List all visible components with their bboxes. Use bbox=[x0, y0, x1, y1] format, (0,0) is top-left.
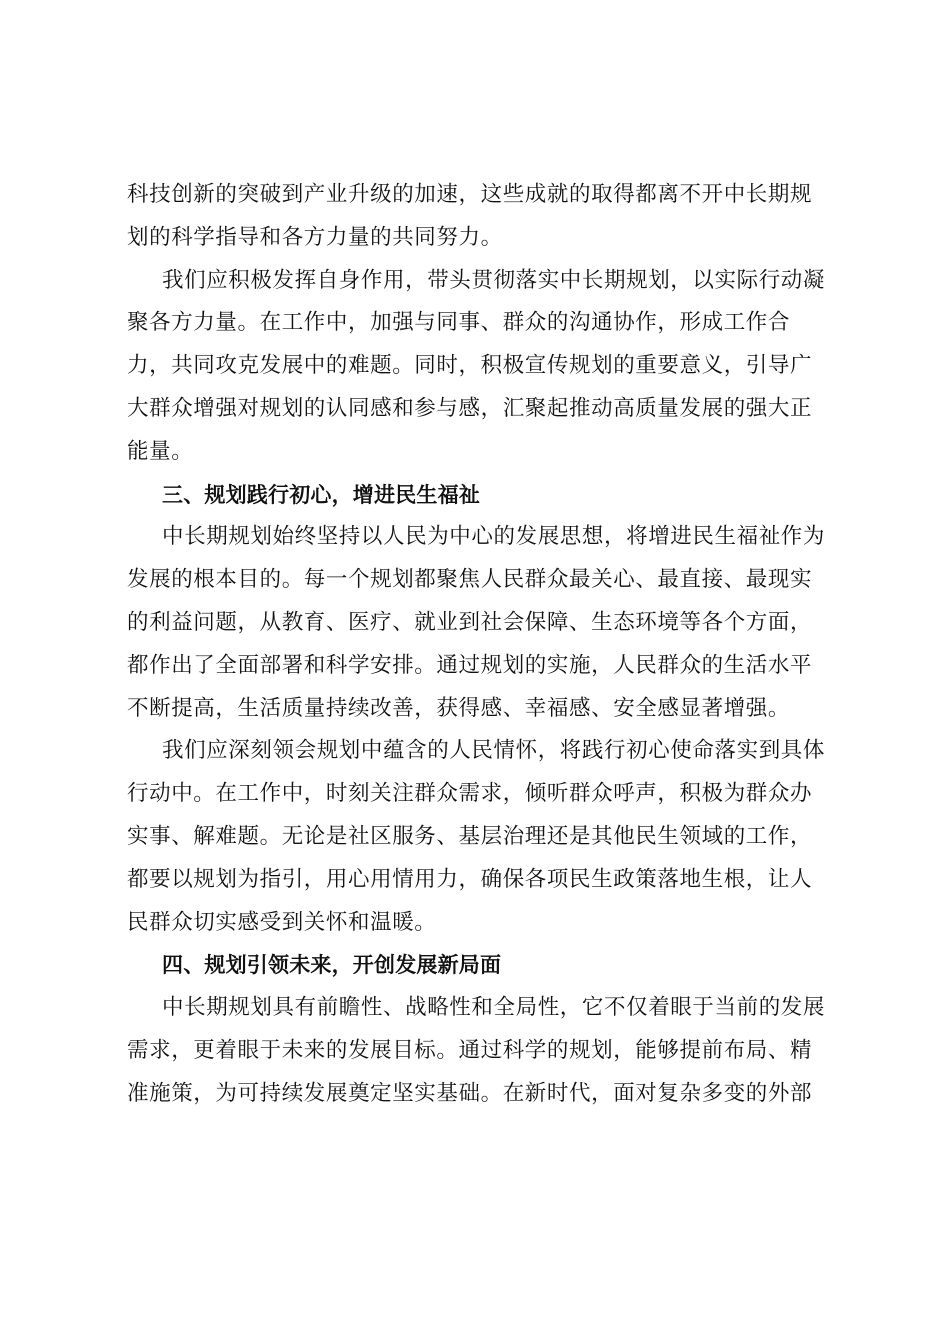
text-line: 划的科学指导和各方力量的共同努力。 bbox=[127, 224, 503, 250]
text-line: 我们应积极发挥自身作用，带头贯彻落实中长期规划，以实际行动凝 bbox=[162, 267, 826, 293]
text-line: 需求，更着眼于未来的发展目标。通过科学的规划，能够提前布局、精 bbox=[127, 1037, 813, 1063]
text-line: 行动中。在工作中，时刻关注群众需求，倾听群众呼声，积极为群众办 bbox=[127, 781, 813, 807]
paragraph-continuation bbox=[127, 174, 837, 260]
section-heading-3: 三、规划践行初心，增进民生福祉 bbox=[162, 482, 480, 507]
text-line: 准施策，为可持续发展奠定坚实基础。在新时代，面对复杂多变的外部 bbox=[127, 1080, 813, 1106]
text-line: 都作出了全面部署和科学安排。通过规划的实施，人民群众的生活水平 bbox=[127, 652, 813, 678]
text-line: 民群众切实感受到关怀和温暖。 bbox=[127, 909, 437, 935]
text-line: 不断提高，生活质量持续改善，获得感、幸福感、安全感显著增强。 bbox=[127, 695, 791, 721]
document-page bbox=[127, 174, 837, 1116]
text-line: 我们应深刻领会规划中蕴含的人民情怀，将践行初心使命落实到具体 bbox=[162, 738, 826, 764]
text-line: 能量。 bbox=[127, 438, 194, 464]
text-line: 实事、解难题。无论是社区服务、基层治理还是其他民生领域的工作， bbox=[127, 823, 813, 849]
section-heading-4: 四、规划引领未来，开创发展新局面 bbox=[162, 953, 502, 978]
text-line: 科技创新的突破到产业升级的加速，这些成就的取得都离不开中长期规 bbox=[127, 182, 813, 207]
text-line: 中长期规划具有前瞻性、战略性和全局性，它不仅着眼于当前的发展 bbox=[162, 995, 826, 1021]
text-line: 大群众增强对规划的认同感和参与感，汇聚起推动高质量发展的强大正 bbox=[127, 395, 813, 421]
text-line: 中长期规划始终坚持以人民为中心的发展思想，将增进民生福祉作为 bbox=[162, 524, 826, 550]
text-line: 力，共同攻克发展中的难题。同时，积极宣传规划的重要意义，引导广 bbox=[127, 353, 813, 379]
text-line: 聚各方力量。在工作中，加强与同事、群众的沟通协作，形成工作合 bbox=[127, 310, 791, 336]
paragraph bbox=[127, 260, 837, 474]
text-line: 都要以规划为指引，用心用情用力，确保各项民生政策落地生根，让人 bbox=[127, 866, 813, 892]
text-line: 发展的根本目的。每一个规划都聚焦人民群众最关心、最直接、最现实 bbox=[127, 567, 813, 593]
paragraph bbox=[127, 730, 837, 944]
paragraph bbox=[127, 516, 837, 730]
text-line: 的利益问题，从教育、医疗、就业到社会保障、生态环境等各个方面， bbox=[127, 609, 813, 635]
paragraph bbox=[127, 987, 837, 1115]
